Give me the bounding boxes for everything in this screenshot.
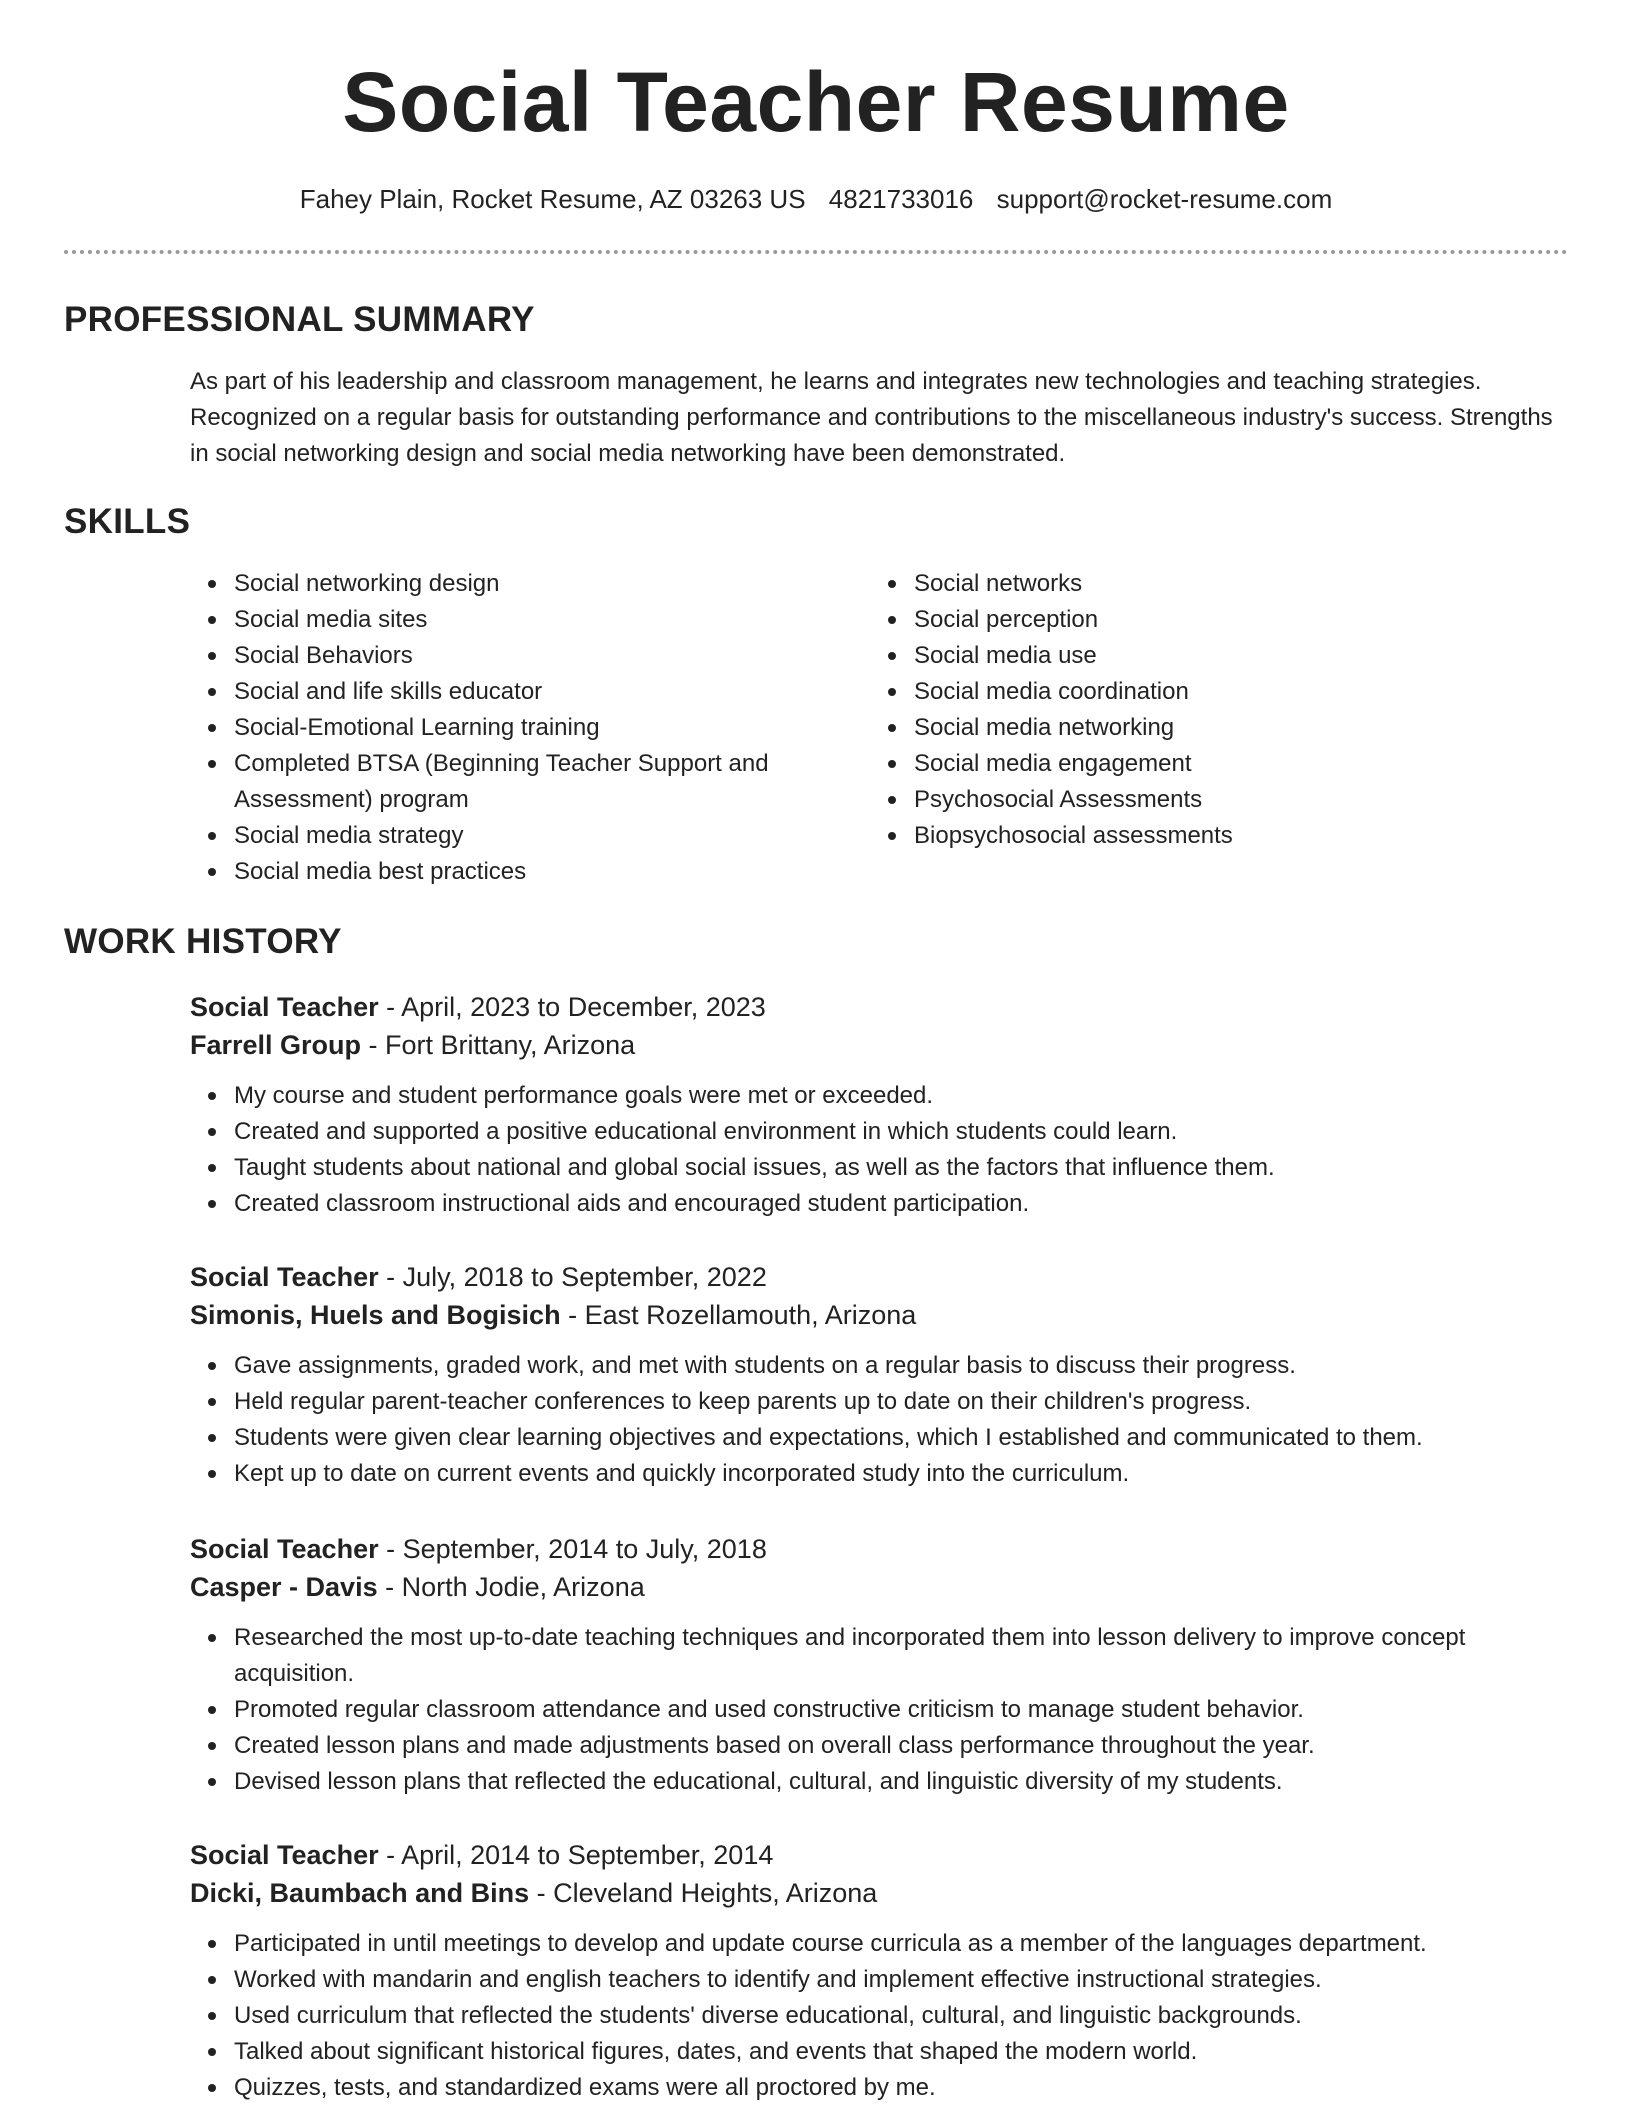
skill-item: Social media engagement xyxy=(870,746,1550,782)
job-bullet: Students were given clear learning objectives and expectations, which I established and communicated to them. xyxy=(190,1420,1570,1456)
job-bullet: Devised lesson plans that reflected the educational, cultural, and linguistic diversity of my students. xyxy=(190,1764,1570,1800)
job-location: - North Jodie, Arizona xyxy=(377,1572,645,1602)
job-bullet: Held regular parent-teacher conferences to keep parents up to date on their children's progress. xyxy=(190,1384,1570,1420)
header-divider xyxy=(64,250,1568,254)
contact-email: support@rocket-resume.com xyxy=(996,184,1333,214)
job-bullets xyxy=(190,1348,1570,1492)
skill-item: Social media coordination xyxy=(870,674,1550,710)
job-company: Farrell Group xyxy=(190,1030,362,1060)
job-bullet: Created and supported a positive educational environment in which students could learn. xyxy=(190,1114,1570,1150)
skill-item: Social networks xyxy=(870,566,1550,602)
job-title-line xyxy=(190,1258,1570,1296)
skill-item: Biopsychosocial assessments xyxy=(870,818,1550,854)
job-company-line xyxy=(190,1874,1570,1912)
job-entry xyxy=(190,1530,1570,1800)
summary-text: As part of his leadership and classroom management, he learns and integrates new technologies and teaching strategies. Recognized on a regular basis for outstanding performance and contributions to the miscellaneous industry's success. Strengths in social networking design and social media networking have been demonstrated. xyxy=(190,368,1553,467)
job-location: - Fort Brittany, Arizona xyxy=(361,1030,636,1060)
job-bullet: Worked with mandarin and english teachers to identify and implement effective instructional strategies. xyxy=(190,1962,1570,1998)
summary-heading: PROFESSIONAL SUMMARY xyxy=(64,300,535,339)
skill-item: Social networking design xyxy=(190,566,810,602)
job-dates: - September, 2014 to July, 2018 xyxy=(378,1534,767,1564)
skill-item: Social Behaviors xyxy=(190,638,810,674)
skills-list-left xyxy=(190,566,810,890)
skill-item: Psychosocial Assessments xyxy=(870,782,1550,818)
job-bullet: Kept up to date on current events and quickly incorporated study into the curriculum. xyxy=(190,1456,1570,1492)
job-bullet: My course and student performance goals were met or exceeded. xyxy=(190,1078,1570,1114)
job-bullet: Participated in until meetings to develop and update course curricula as a member of the languages department. xyxy=(190,1926,1570,1962)
job-bullets xyxy=(190,1926,1570,2106)
job-dates: - July, 2018 to September, 2022 xyxy=(378,1262,767,1292)
skill-item: Social media sites xyxy=(190,602,810,638)
job-dates: - April, 2023 to December, 2023 xyxy=(378,992,766,1022)
job-title-line xyxy=(190,1836,1570,1874)
job-bullet: Gave assignments, graded work, and met with students on a regular basis to discuss their progress. xyxy=(190,1348,1570,1384)
job-bullet: Created classroom instructional aids and encouraged student participation. xyxy=(190,1186,1570,1222)
job-title-line xyxy=(190,988,1570,1026)
contact-line xyxy=(0,182,1632,216)
work-history-heading: WORK HISTORY xyxy=(64,922,342,961)
skills-heading: SKILLS xyxy=(64,502,191,541)
job-bullet: Taught students about national and global social issues, as well as the factors that influence them. xyxy=(190,1150,1570,1186)
job-company-line xyxy=(190,1568,1570,1606)
contact-phone: 4821733016 xyxy=(828,184,974,214)
job-title: Social Teacher xyxy=(190,1534,379,1564)
resume-title: Social Teacher Resume xyxy=(342,55,1290,149)
job-entry xyxy=(190,1836,1570,2106)
skill-item: Social-Emotional Learning training xyxy=(190,710,810,746)
job-location: - Cleveland Heights, Arizona xyxy=(529,1878,878,1908)
skill-item: Social and life skills educator xyxy=(190,674,810,710)
skill-item: Social media use xyxy=(870,638,1550,674)
skill-item: Social media networking xyxy=(870,710,1550,746)
job-title: Social Teacher xyxy=(190,1840,379,1870)
skill-item: Social media best practices xyxy=(190,854,810,890)
job-bullet: Used curriculum that reflected the students' diverse educational, cultural, and linguistic backgrounds. xyxy=(190,1998,1570,2034)
job-title: Social Teacher xyxy=(190,992,379,1022)
job-bullet: Talked about significant historical figures, dates, and events that shaped the modern world. xyxy=(190,2034,1570,2070)
skills-list-right xyxy=(870,566,1550,854)
job-bullet: Quizzes, tests, and standardized exams were all proctored by me. xyxy=(190,2070,1570,2106)
job-bullet: Created lesson plans and made adjustments based on overall class performance throughout the year. xyxy=(190,1728,1570,1764)
job-title-line xyxy=(190,1530,1570,1568)
job-title: Social Teacher xyxy=(190,1262,379,1292)
job-bullets xyxy=(190,1620,1570,1800)
skill-item: Completed BTSA (Beginning Teacher Support and Assessment) program xyxy=(190,746,810,818)
job-company: Dicki, Baumbach and Bins xyxy=(190,1878,530,1908)
skill-item: Social media strategy xyxy=(190,818,810,854)
job-company: Simonis, Huels and Bogisich xyxy=(190,1300,561,1330)
job-company: Casper - Davis xyxy=(190,1572,378,1602)
skill-item: Social perception xyxy=(870,602,1550,638)
job-company-line xyxy=(190,1026,1570,1064)
contact-address: Fahey Plain, Rocket Resume, AZ 03263 US xyxy=(299,184,806,214)
job-bullet: Promoted regular classroom attendance and used constructive criticism to manage student behavior. xyxy=(190,1692,1570,1728)
job-dates: - April, 2014 to September, 2014 xyxy=(378,1840,774,1870)
job-location: - East Rozellamouth, Arizona xyxy=(560,1300,917,1330)
job-bullets xyxy=(190,1078,1570,1222)
job-entry xyxy=(190,988,1570,1222)
job-bullet: Researched the most up-to-date teaching techniques and incorporated them into lesson delivery to improve concept acquisition. xyxy=(190,1620,1570,1692)
job-entry xyxy=(190,1258,1570,1492)
job-company-line xyxy=(190,1296,1570,1334)
